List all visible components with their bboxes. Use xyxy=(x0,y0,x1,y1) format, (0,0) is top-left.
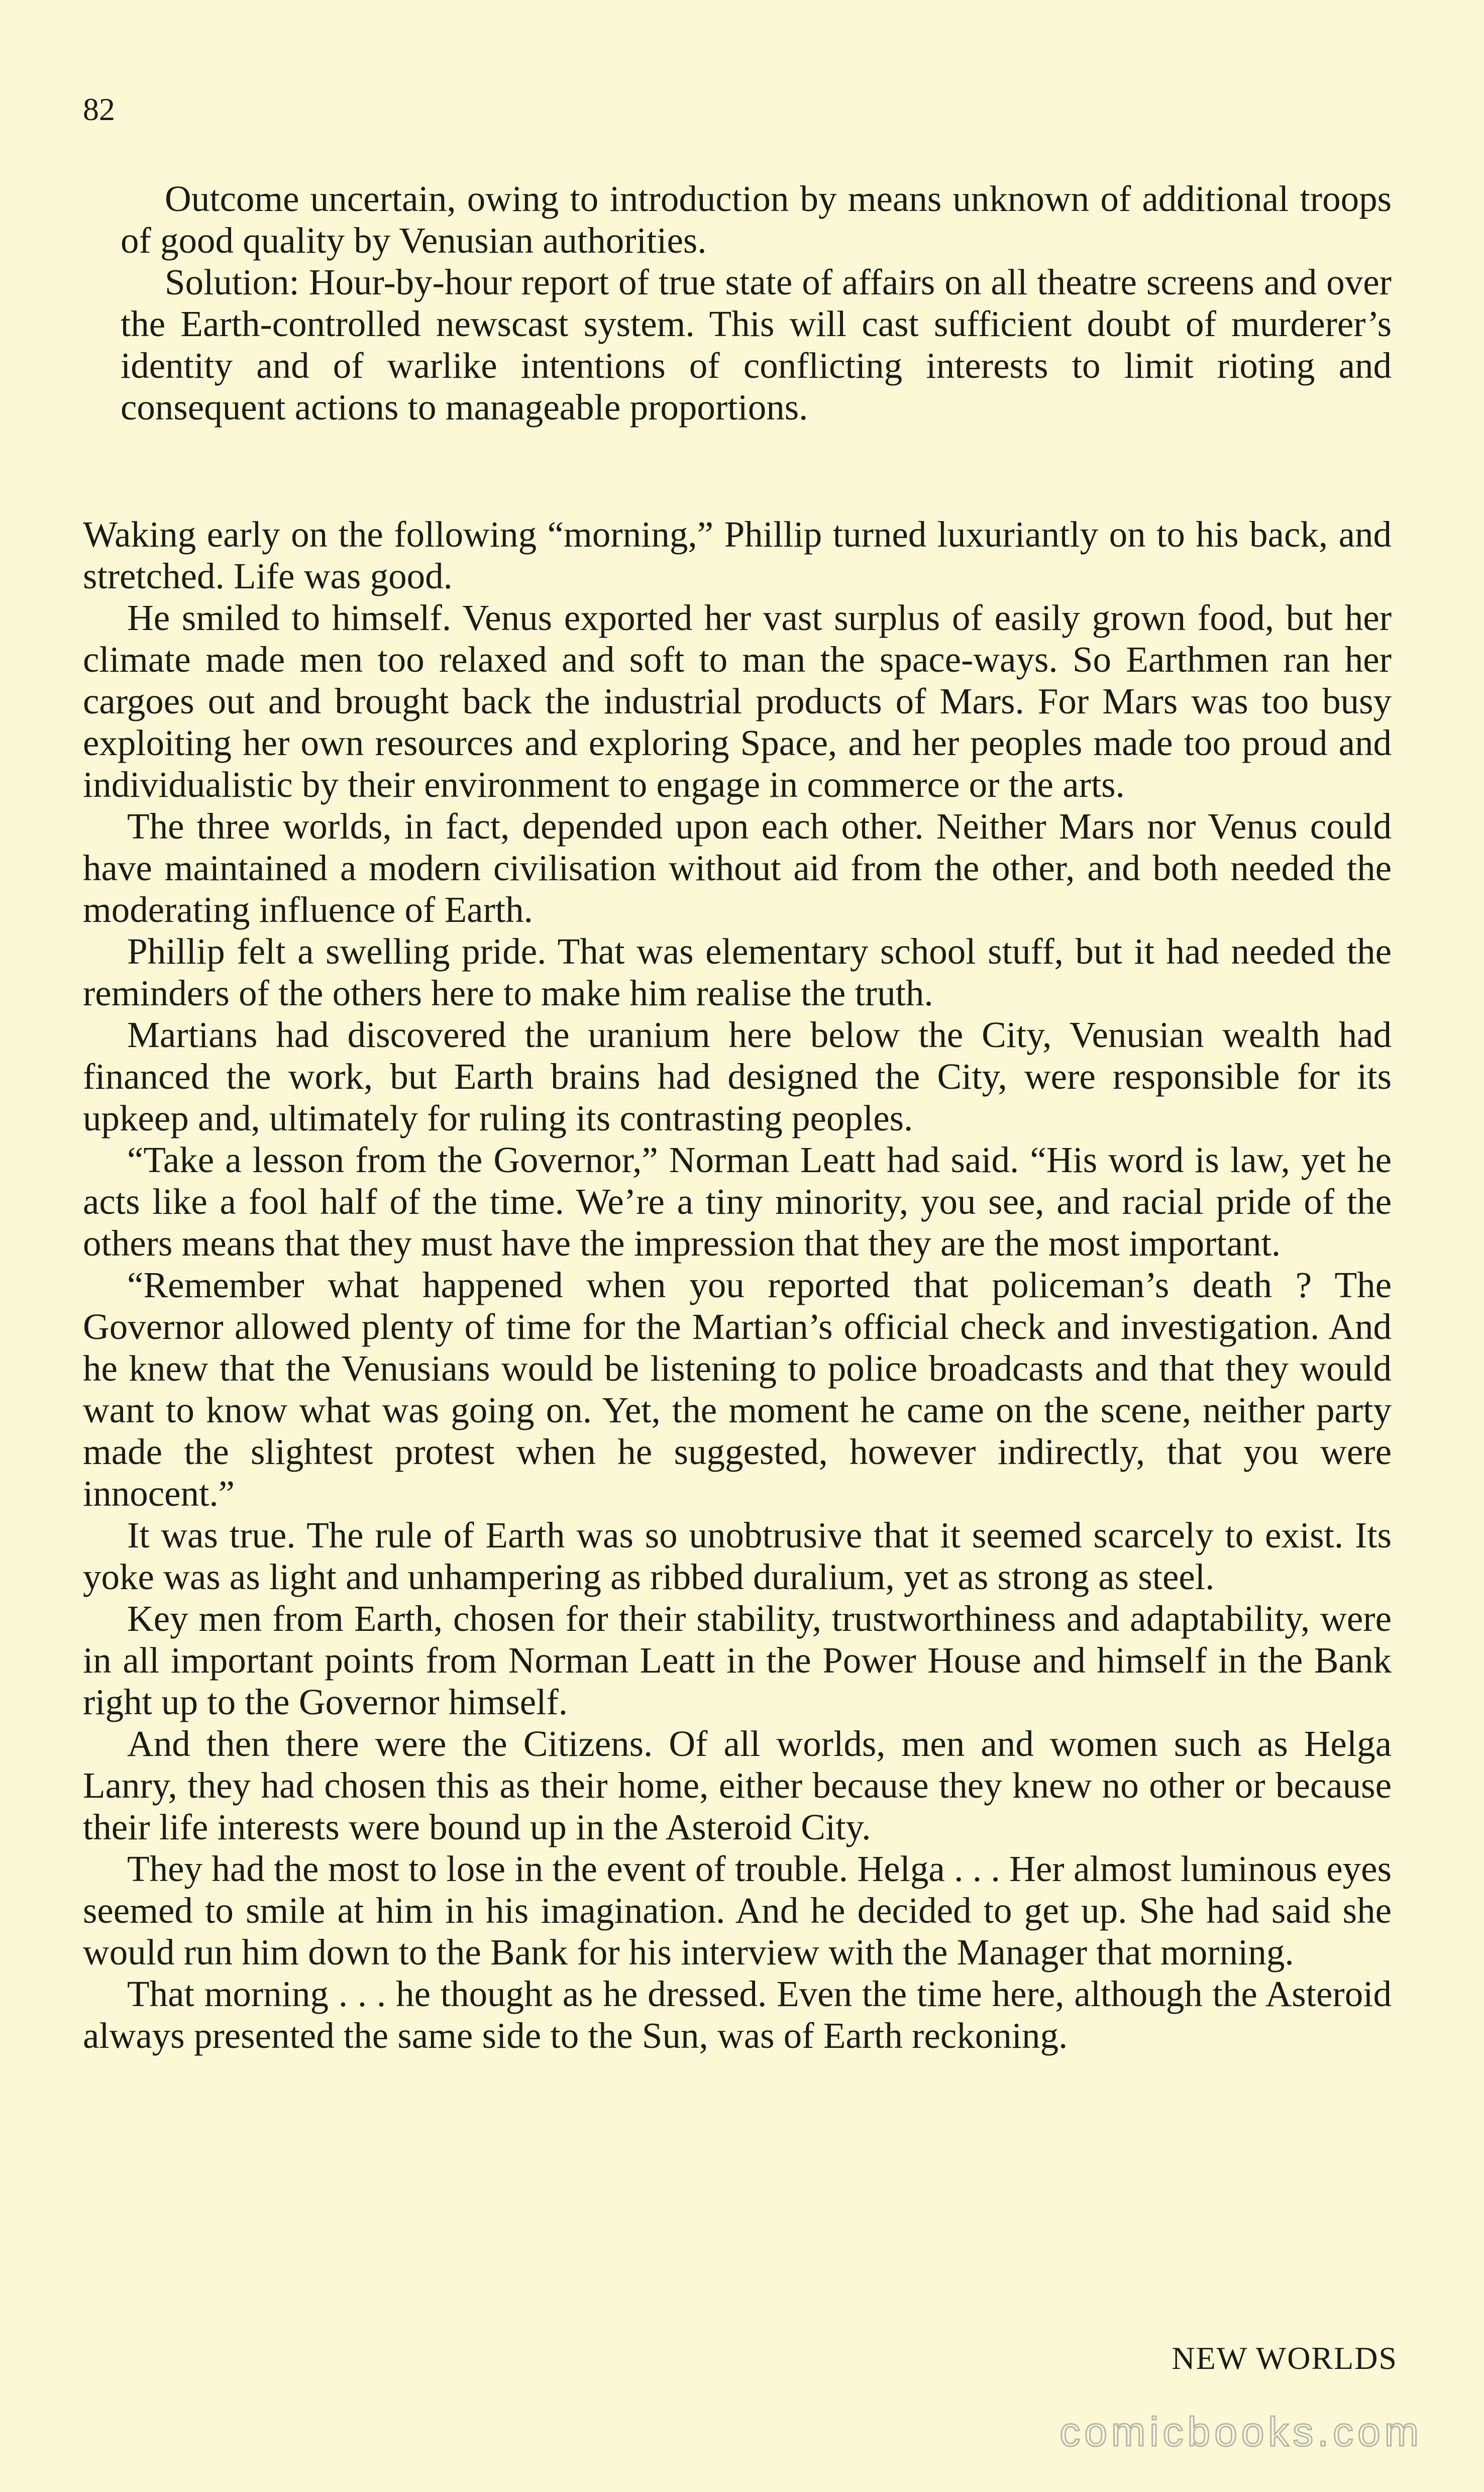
story-paragraph: That morning . . . he thought as he dressed. Even the time here, although the Asteroid always presented the same side to the Sun, was of Earth reckoning. xyxy=(83,1974,1392,2056)
story-paragraph: And then there were the Citizens. Of all worlds, men and women such as Helga Lanry, they had chosen this as their home, either because they knew no other or because their life interests were bound up in the Asteroid City. xyxy=(83,1723,1392,1847)
story-paragraph: They had the most to lose in the event of trouble. Helga . . . Her almost luminous eyes seemed to smile at him in his imagination. And he decided to get up. She had said she would run him down to the Bank for his interview with the Manager that morning. xyxy=(83,1848,1392,1972)
story-paragraph: He smiled to himself. Venus exported her vast surplus of easily grown food, but her climate made men too relaxed and soft to man the space-ways. So Earthmen ran her cargoes out and brought back the industrial products of Mars. For Mars was too busy exploiting her own resources and exploring Space, and her peoples made too proud and individualistic by their environment to engage in commerce or the arts. xyxy=(83,597,1392,805)
report-paragraph: Outcome uncertain, owing to introduction by means unknown of additional troops of good quality by Venusian authorities. xyxy=(121,178,1392,261)
story-paragraph: Phillip felt a swelling pride. That was elementary school stuff, but it had needed the reminders of the others here to make him realise the truth. xyxy=(83,931,1392,1013)
report-block xyxy=(121,178,1392,428)
story-text xyxy=(83,513,1392,2056)
story-paragraph: “Take a lesson from the Governor,” Norman Leatt had said. “His word is law, yet he acts like a fool half of the time. We’re a tiny minority, you see, and racial pride of the others means that they must have the impression that they are the most important. xyxy=(83,1139,1392,1264)
running-footer: NEW WORLDS xyxy=(1172,2340,1398,2376)
story-paragraph: The three worlds, in fact, depended upon each other. Neither Mars nor Venus could have maintained a modern civilisation without aid from the other, and both needed the moderating influence of Earth. xyxy=(83,806,1392,930)
page-number: 82 xyxy=(83,91,115,127)
report-paragraph: Solution: Hour-by-hour report of true state of affairs on all theatre screens and over the Earth-controlled newscast system. This will cast sufficient doubt of murderer’s identity and of warlike intentions of conflicting interests to limit rioting and consequent actions to manageable proportions. xyxy=(121,262,1392,428)
story-paragraph: Key men from Earth, chosen for their stability, trustworthiness and adaptability, were in all important points from Norman Leatt in the Power House and himself in the Bank right up to the Governor himself. xyxy=(83,1598,1392,1722)
story-paragraph: Martians had discovered the uranium here below the City, Venusian wealth had financed the work, but Earth brains had designed the City, were responsible for its upkeep and, ultimately for ruling its contrasting peoples. xyxy=(83,1014,1392,1138)
watermark: comicbooks.com xyxy=(1059,2409,1423,2455)
story-paragraph: Waking early on the following “morning,” Phillip turned luxuriantly on to his back, and stretched. Life was good. xyxy=(83,514,1392,596)
story-paragraph: It was true. The rule of Earth was so unobtrusive that it seemed scarcely to exist. Its yoke was as light and unhampering as ribbed duralium, yet as strong as steel. xyxy=(83,1515,1392,1597)
story-paragraph: “Remember what happened when you reported that policeman’s death ? The Governor allowed plenty of time for the Martian’s official check and investigation. And he knew that the Venusians would be listening to police broadcasts and that they would want to know what was going on. Yet, the moment he came on the scene, neither party made the slightest protest when he suggested, however indirectly, that you were innocent.” xyxy=(83,1265,1392,1514)
